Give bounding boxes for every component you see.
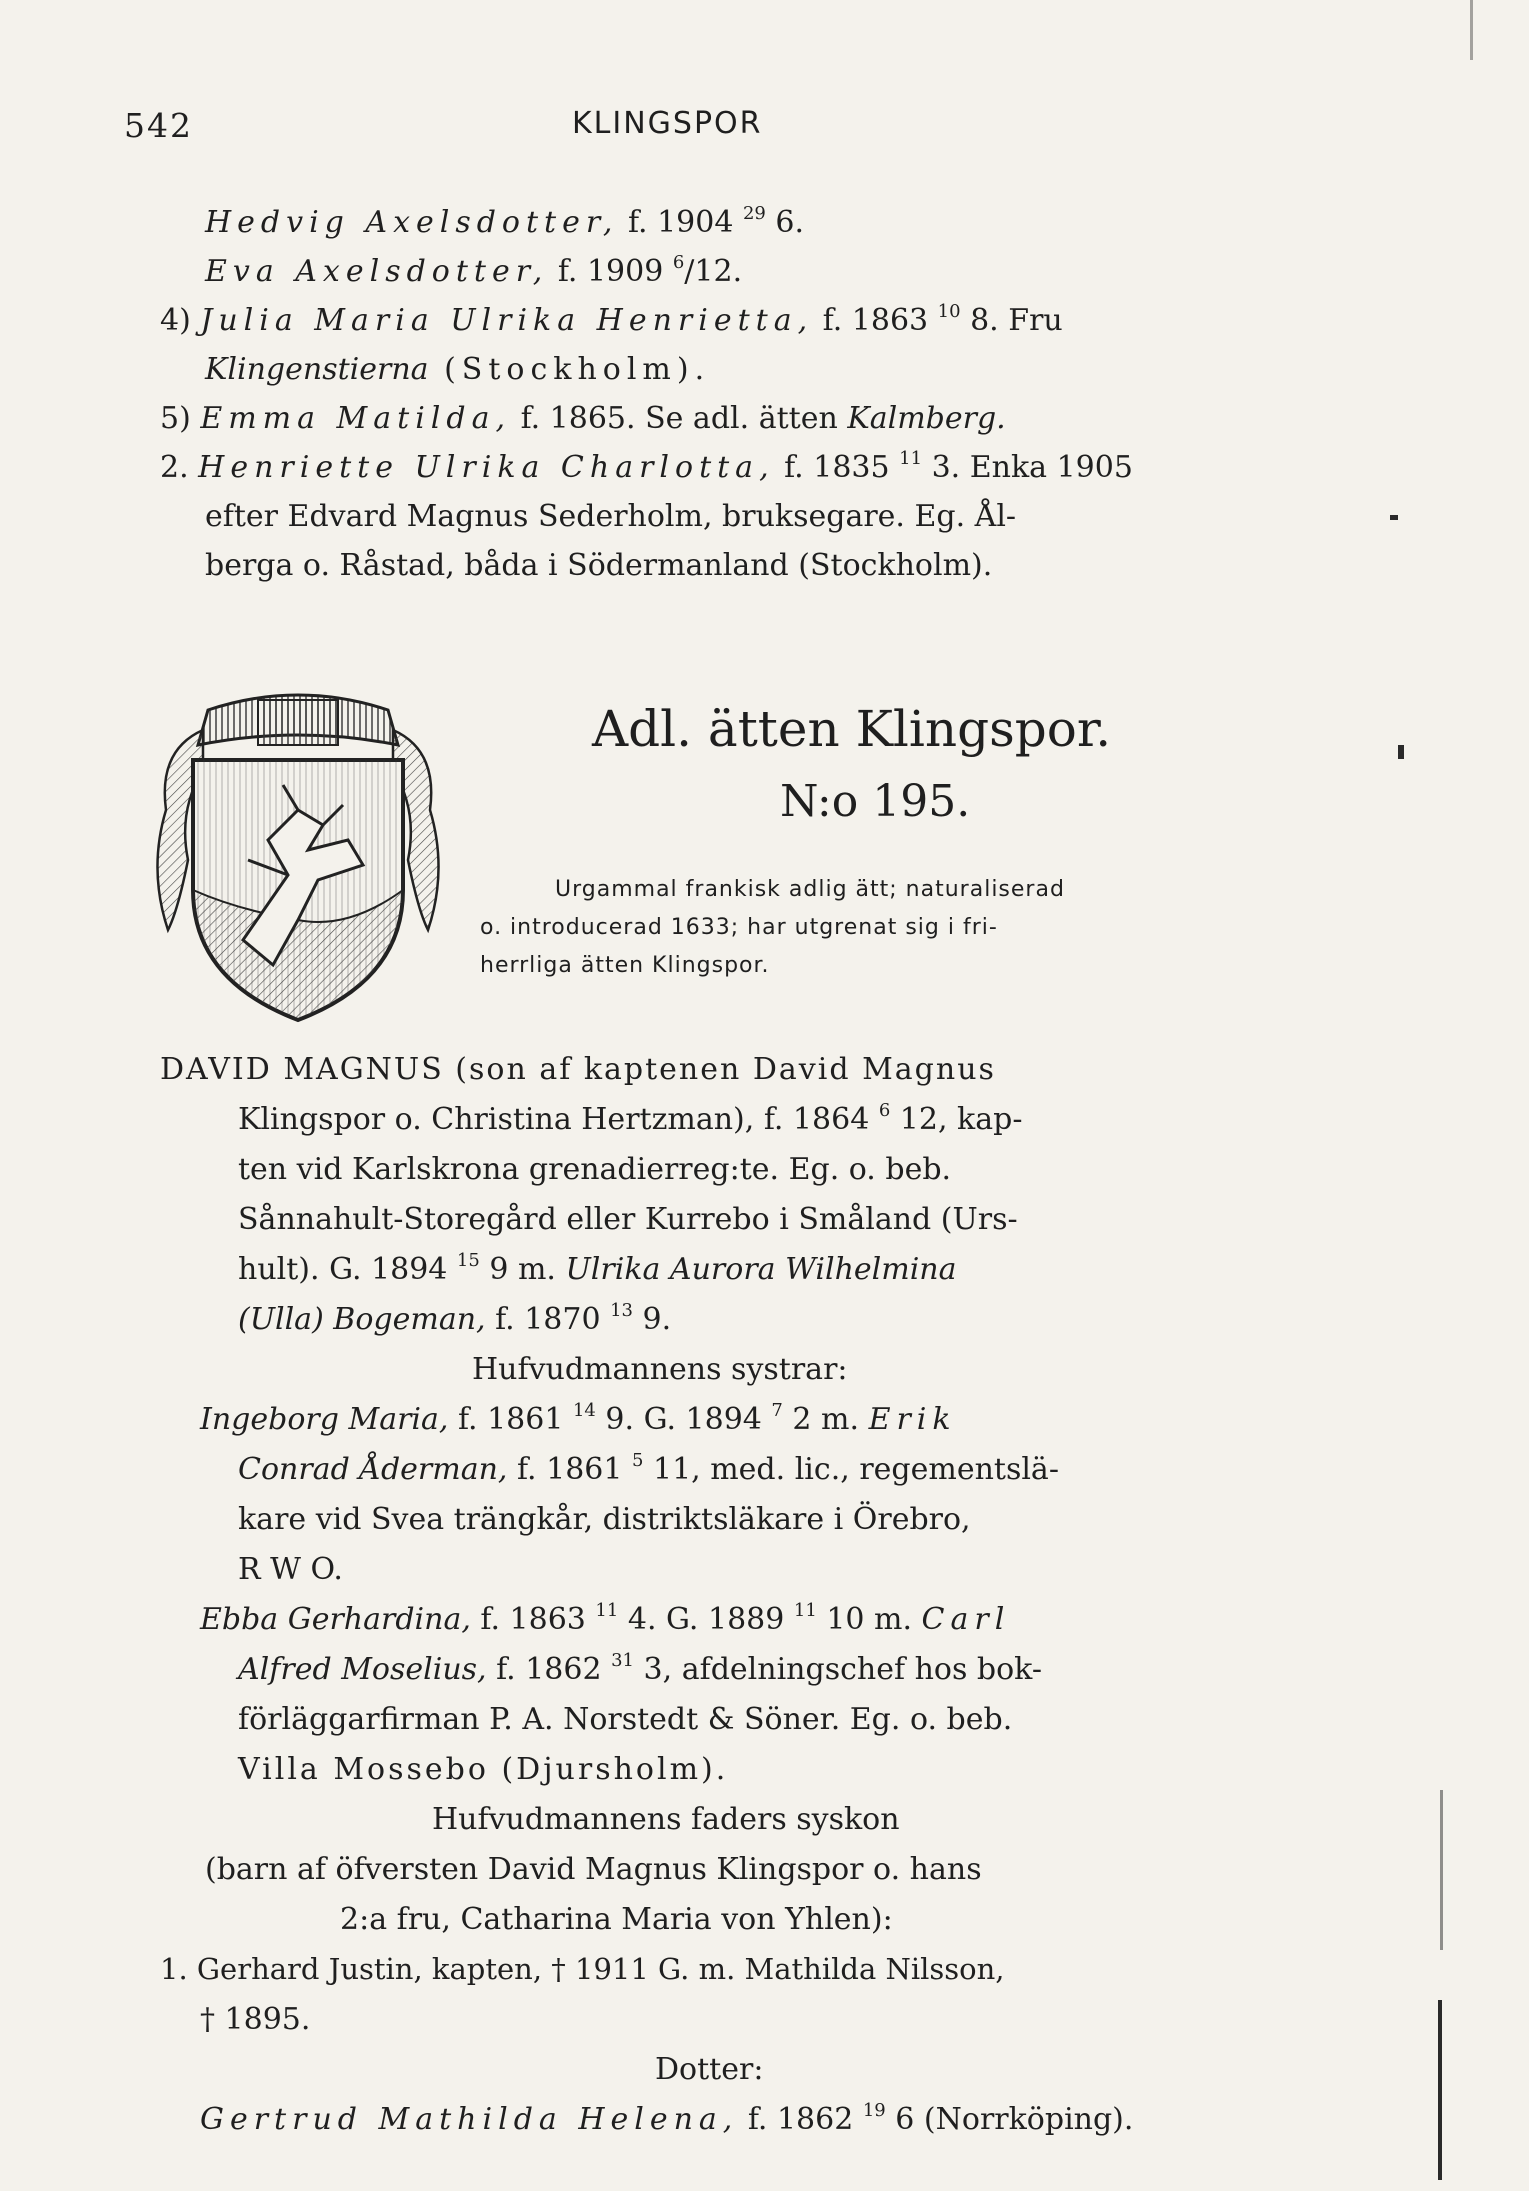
page-number: 542 [124,106,193,145]
family-description: Urgammal frankisk adlig ätt; naturaliserad [555,877,1065,902]
scan-edge-line [1470,0,1473,60]
section-heading: Dotter: [655,2052,764,2087]
body-line: 1. Gerhard Justin, kapten, † 1911 G. m. Mathilda Nilsson, [160,1952,1005,1986]
family-title: Adl. ätten Klingspor. [592,700,1112,758]
body-line: DAVID MAGNUS (son af kaptenen David Magnus [160,1052,996,1087]
body-line: Alfred Moselius, f. 1862 $^{31}$ 3, afdelningschef hos bok- [238,1650,1042,1687]
body-line: (Ulla) Bogeman, f. 1870 $^{13}$ 9. [238,1300,672,1337]
entry-line: Hedvig Axelsdotter, f. 1904 $^{29}$ 6. [205,203,805,240]
scan-edge-line [1438,2000,1442,2180]
entry-line: berga o. Råstad, båda i Södermanland (Stockholm). [205,548,993,583]
running-title: KLINGSPOR [572,106,763,141]
entry-line: Eva Axelsdotter, f. 1909 $^6$/12. [205,252,743,289]
body-line: ten vid Karlskrona grenadierreg:te. Eg. o. beb. [238,1152,952,1187]
body-line: Conrad Åderman, f. 1861 $^5$ 11, med. lic., regementslä- [238,1450,1059,1487]
entry-line: 2. Henriette Ulrika Charlotta, f. 1835 $^{11}$ 3. Enka 1905 [160,448,1133,485]
entry-line: efter Edvard Magnus Sederholm, bruksegare. Eg. Ål- [205,499,1017,534]
body-line: (barn af öfversten David Magnus Klingspor o. hans [205,1852,982,1887]
family-description: herrliga ätten Klingspor. [480,953,770,978]
body-line: kare vid Svea trängkår, distriktsläkare i Örebro, [238,1502,971,1537]
scan-edge-line [1440,1790,1443,1950]
body-line: Sånnahult-Storegård eller Kurrebo i Småland (Urs- [238,1202,1018,1237]
body-line: Ebba Gerhardina, f. 1863 $^{11}$ 4. G. 1889 $^{11}$ 10 m. Carl [200,1600,1011,1637]
family-number: N:o 195. [780,776,971,827]
entry-line: 5) Emma Matilda, f. 1865. Se adl. ätten Kalmberg. [160,401,1006,436]
section-heading: Hufvudmannens systrar: [472,1352,848,1387]
coat-of-arms-icon [148,690,448,1030]
family-description: o. introducerad 1633; har utgrenat sig i fri- [480,915,998,940]
body-line: Villa Mossebo (Djursholm). [238,1752,729,1787]
body-line: R W O. [238,1552,343,1587]
body-line: Klingspor o. Christina Hertzman), f. 1864 $^6$ 12, kap- [238,1100,1023,1137]
body-line: 2:a fru, Catharina Maria von Yhlen): [340,1902,893,1937]
body-line: Gertrud Mathilda Helena, f. 1862 $^{19}$ 6 (Norrköping). [200,2100,1134,2137]
scan-mark [1390,515,1398,520]
body-line: hult). G. 1894 $^{15}$ 9 m. Ulrika Aurora Wilhelmina [238,1250,957,1287]
body-line: Ingeborg Maria, f. 1861 $^{14}$ 9. G. 1894 $^7$ 2 m. Erik [200,1400,957,1437]
body-line: † 1895. [200,2002,311,2037]
section-heading: Hufvudmannens faders syskon [432,1802,900,1837]
scan-mark [1398,745,1404,759]
body-line: förläggarfirman P. A. Norstedt & Söner. Eg. o. beb. [238,1702,1013,1737]
entry-line: Klingenstierna (Stockholm). [205,352,711,387]
entry-line: 4) Julia Maria Ulrika Henrietta, f. 1863 $^{10}$ 8. Fru [160,301,1063,338]
